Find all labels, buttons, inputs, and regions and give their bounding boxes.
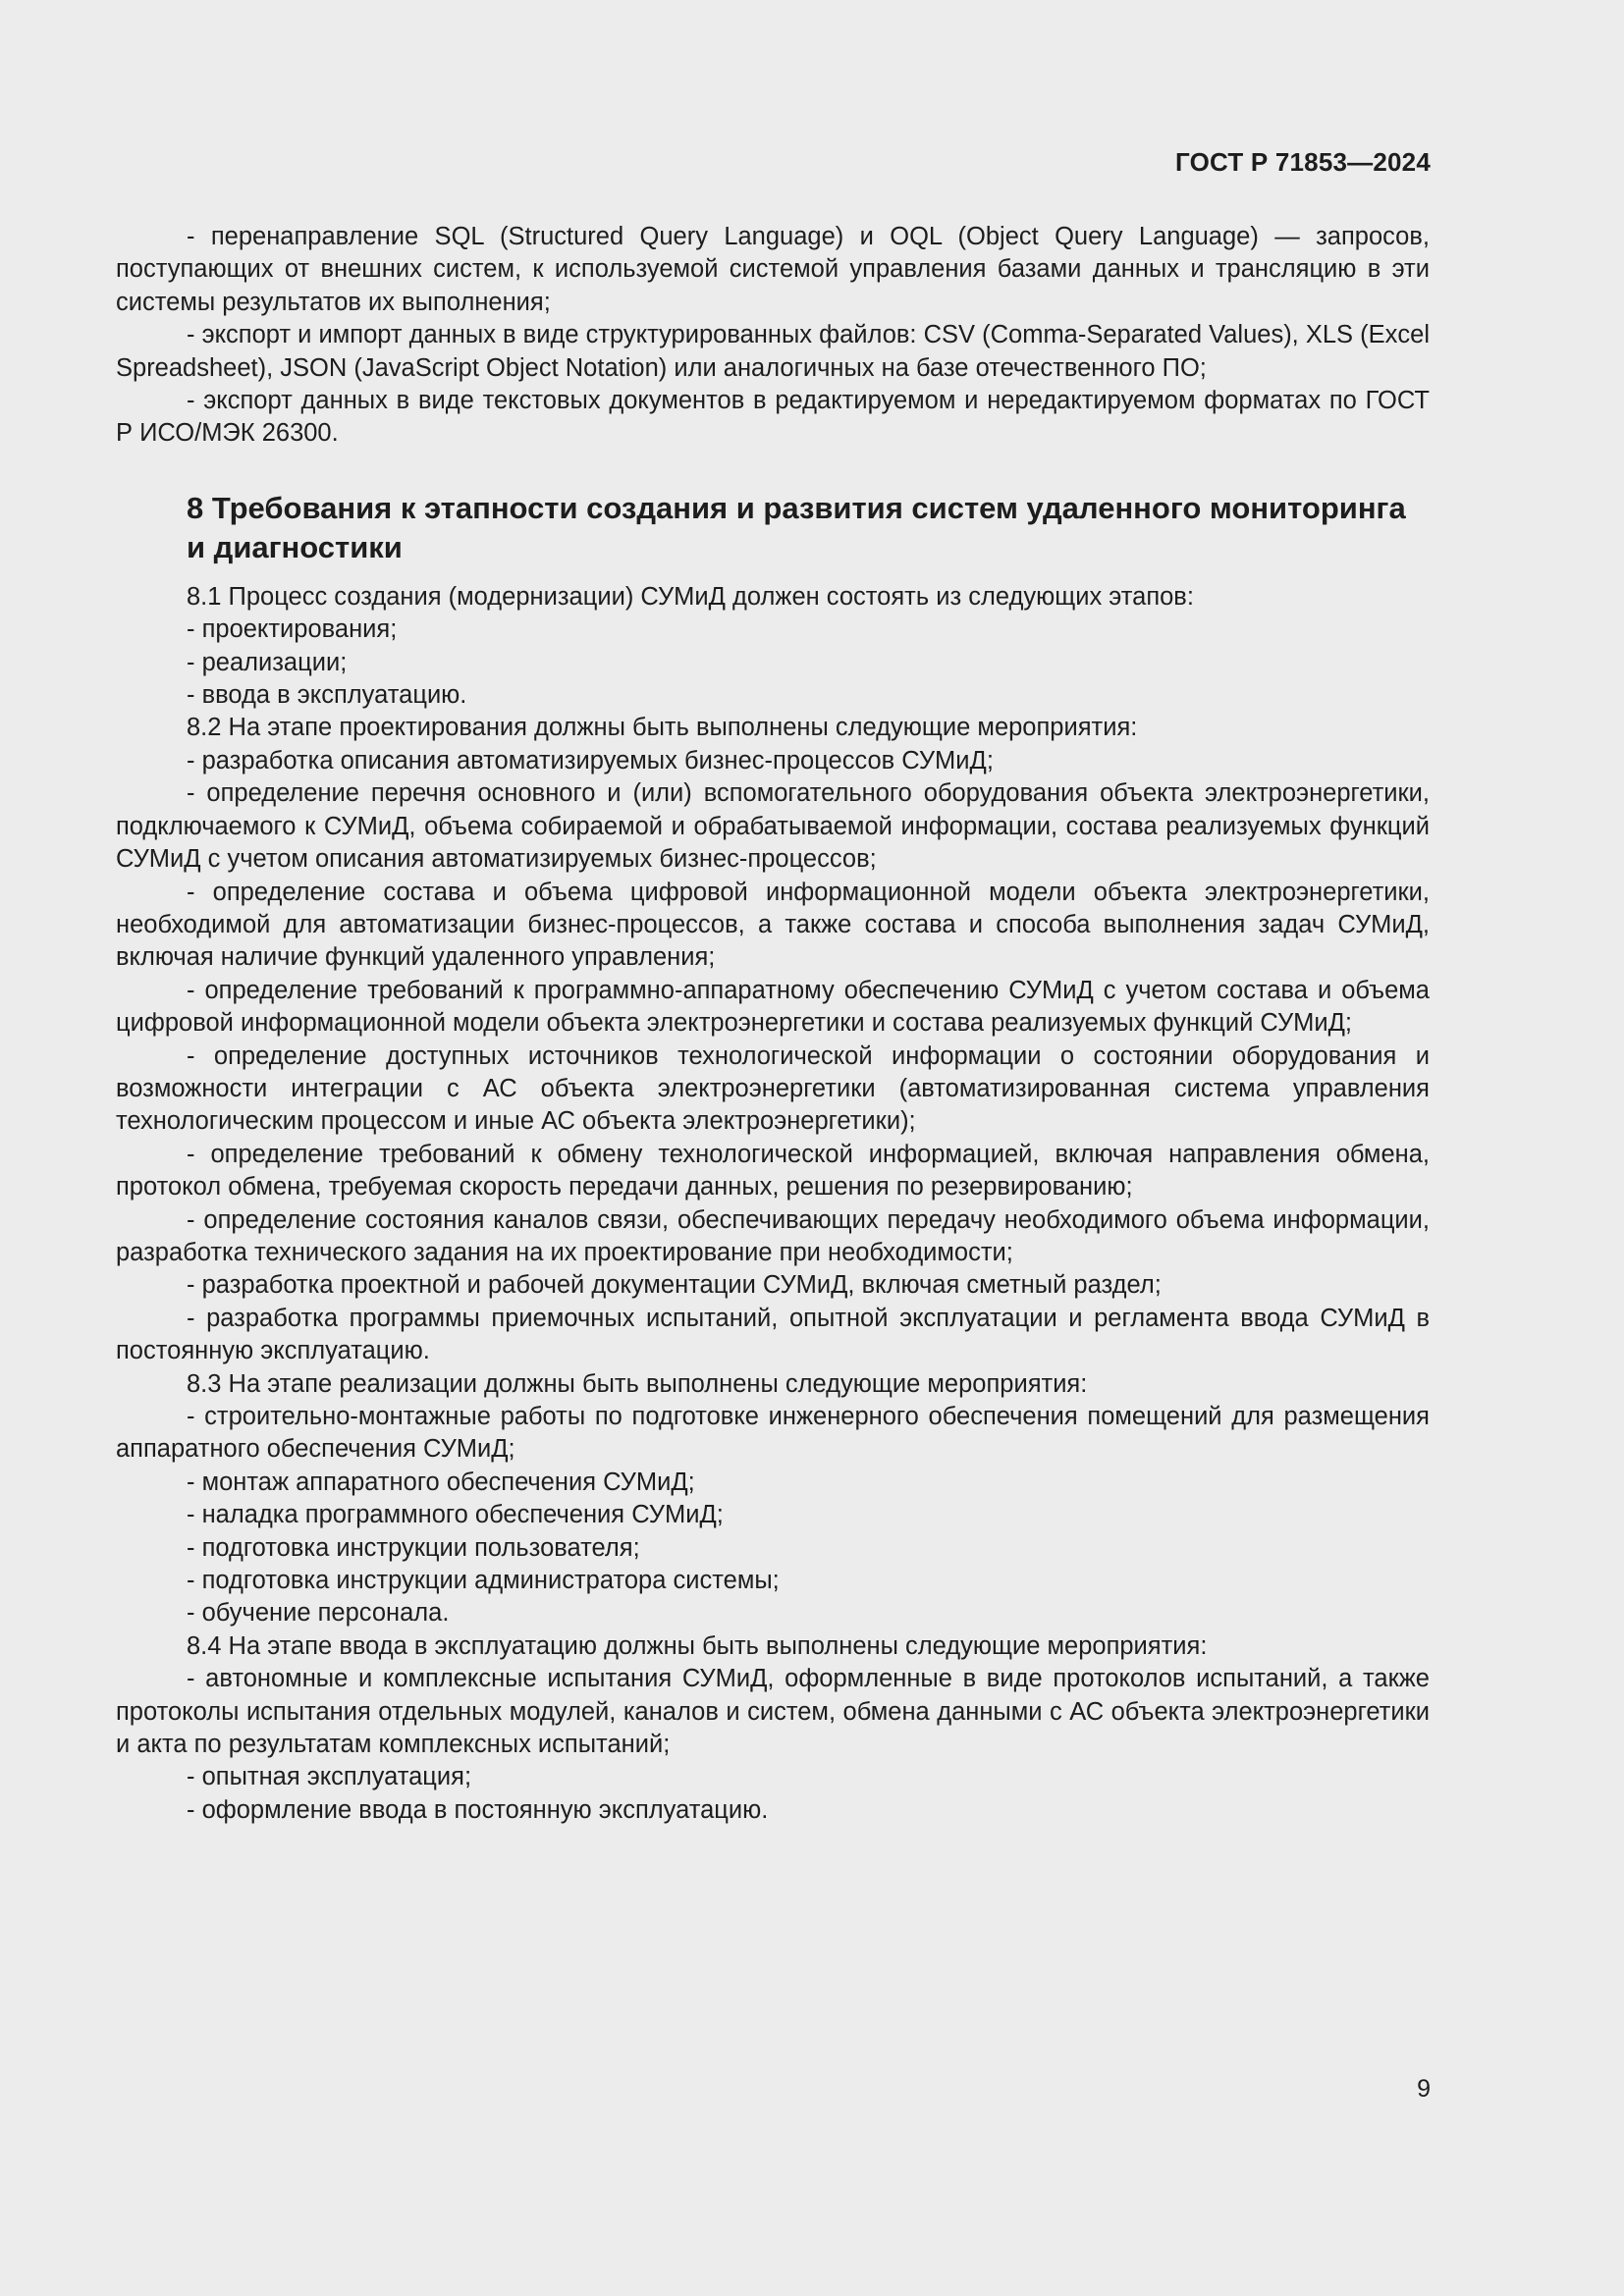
list-item: - обучение персонала. [187,1599,450,1628]
clause-intro: 8.3 На этапе реализации должны быть выполнены следующие мероприятия: [187,1369,1088,1398]
list-item: - опытная эксплуатация; [187,1763,472,1791]
page-content [116,221,1430,1827]
clause-intro: 8.1 Процесс создания (модернизации) СУМиД должен состоять из следующих этапов: [187,582,1194,611]
list-item: - подготовка инструкции пользователя; [187,1533,640,1562]
list-item: - ввода в эксплуатацию. [187,681,467,710]
list-item: - проектирования; [187,615,398,644]
list-item: - экспорт данных в виде текстовых документов в редактируемом и нередактируемом форматах по ГОСТ Р ИСО/МЭК 26300. [116,387,1430,448]
list-item: - автономные и комплексные испытания СУМиД, оформленные в виде протоколов испытаний, а также протоколы испытания отдельных модулей, каналов и систем, обмена данными с АС объекта электроэнергетики и акта по результатам комплексных испытаний; [116,1665,1430,1759]
list-item: - определение доступных источников технологической информации о состоянии оборудования и возможности интеграции с АС объекта электроэнергетики (автоматизированная система управления технологическим процессом и иные АС объекта электроэнергетики); [116,1041,1430,1136]
list-item: - перенаправление SQL (Structured Query Language) и OQL (Object Query Language) — запросов, поступающих от внешних систем, к используемой системой управления базами данных и трансляцию в эти системы результатов их выполнения; [116,223,1430,316]
clause-intro: 8.4 На этапе ввода в эксплуатацию должны быть выполнены следующие мероприятия: [187,1631,1208,1660]
list-item: - разработка программы приемочных испытаний, опытной эксплуатации и регламента ввода СУМиД в постоянную эксплуатацию. [116,1304,1430,1365]
list-item: - определение перечня основного и (или) вспомогательного оборудования объекта электроэнергетики, подключаемого к СУМиД, объема собираемой и обрабатываемой информации, состава реализуемых функций СУМиД с учетом описания автоматизируемых бизнес-процессов; [116,779,1430,874]
list-item: - строительно-монтажные работы по подготовке инженерного обеспечения помещений для размещения аппаратного обеспечения СУМиД; [116,1403,1430,1464]
list-item: - определение требований к программно-аппаратному обеспечению СУМиД с учетом состава и объема цифровой информационной модели объекта электроэнергетики и состава реализуемых функций СУМиД; [116,976,1430,1038]
clause-intro: 8.2 На этапе проектирования должны быть выполнены следующие мероприятия: [187,714,1138,742]
list-item: - определение требований к обмену технологической информацией, включая направления обмена, протокол обмена, требуемая скорость передачи данных, решения по резервированию; [116,1140,1430,1201]
list-item: - подготовка инструкции администратора системы; [187,1567,780,1595]
list-item: - реализации; [187,648,348,676]
list-item: - определение состава и объема цифровой информационной модели объекта электроэнергетики, необходимой для автоматизации бизнес-процессов, а также состава и способа выполнения задач СУМиД, включая наличие функций удаленного управления; [116,878,1430,972]
list-item: - монтаж аппаратного обеспечения СУМиД; [187,1468,695,1496]
list-item: - определение состояния каналов связи, обеспечивающих передачу необходимого объема информации, разработка технического задания на их проектирование при необходимости; [116,1205,1430,1266]
list-item: - разработка проектной и рабочей документации СУМиД, включая сметный раздел; [187,1271,1162,1300]
list-item: - оформление ввода в постоянную эксплуатацию. [187,1795,769,1824]
section-heading: 8 Требования к этапности создания и развития систем удаленного мониторинга и диагностики [187,490,1406,564]
document-code: ГОСТ Р 71853—2024 [1175,147,1431,177]
list-item: - разработка описания автоматизируемых бизнес-процессов СУМиД; [187,746,994,774]
page-number: 9 [1417,2075,1431,2103]
list-item: - наладка программного обеспечения СУМиД; [187,1501,724,1529]
list-item: - экспорт и импорт данных в виде структурированных файлов: CSV (Comma-Separated Values), XLS (Excel Spreadsheet), JSON (JavaScript Object Notation) или аналогичных на базе отечественного ПО; [116,321,1430,382]
